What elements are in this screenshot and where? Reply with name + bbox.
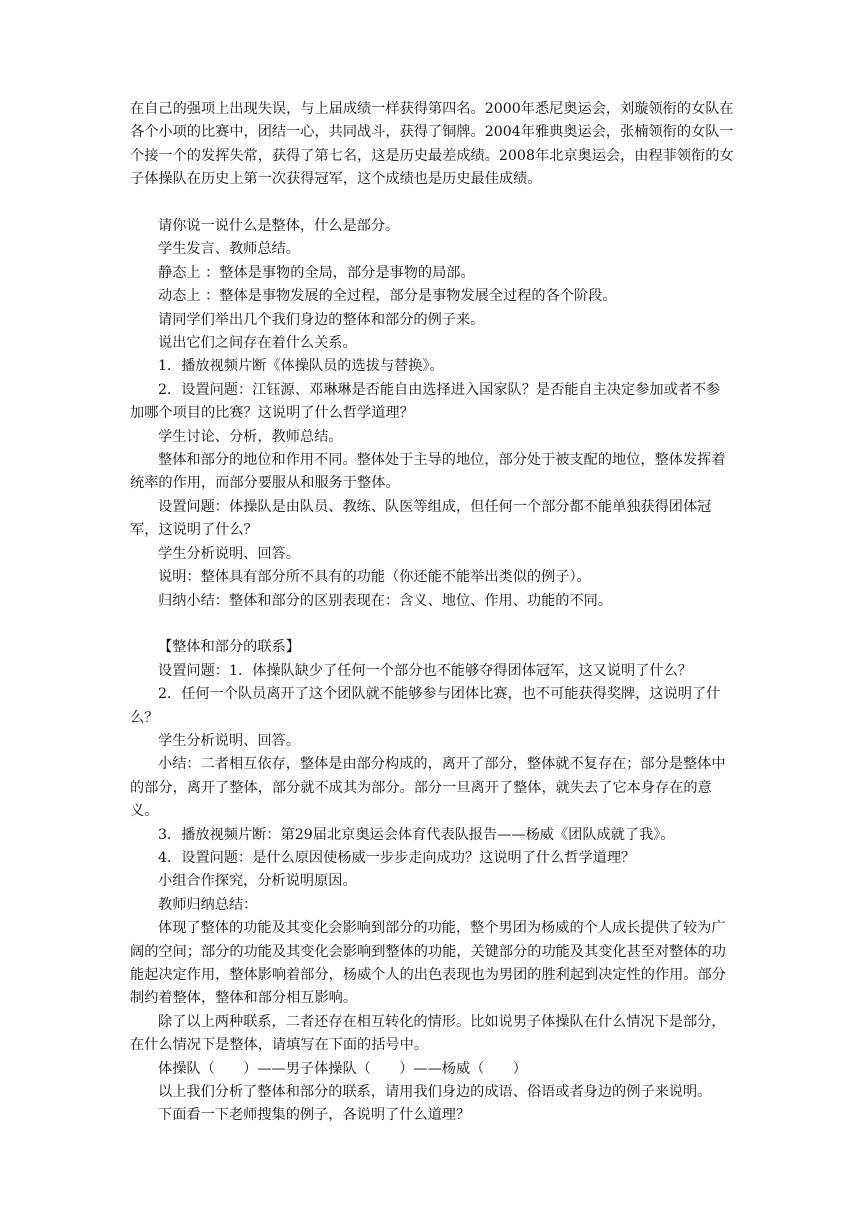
paragraph: 下面看一下老师搜集的例子，各说明了什么道理？: [158, 1107, 471, 1124]
paragraph: 设置问题：体操队是由队员、教练、队医等组成，但任何一个部分都不能单独获得团体冠军，这说明了什么？: [130, 498, 712, 539]
paragraph: 整体和部分的地位和作用不同。整体处于主导的地位，部分处于被支配的地位，整体发挥着统率的作用，而部分要服从和服务于整体。: [130, 452, 726, 492]
paragraph: 请你说一说什么是整体，什么是部分。: [158, 218, 400, 235]
paragraph: 小组合作探究，分析说明原因。: [158, 873, 357, 890]
paragraph: 以上我们分析了整体和部分的联系，请用我们身边的成语、俗语或者身边的例子来说明。: [158, 1084, 712, 1101]
paragraph: 小结：二者相互依存，整体是由部分构成的，离开了部分，整体就不复存在；部分是整体中的部分，离开了整体，部分就不成其为部分。部分一旦离开了整体，就失去了它本身存在的意义。: [130, 756, 726, 820]
paragraph: 1．播放视频片断《体操队员的选拔与替换》。: [158, 358, 444, 375]
paragraph: 设置问题：1．体操队缺少了任何一个部分也不能够夺得团体冠军，这又说明了什么？: [158, 662, 692, 679]
paragraph: 说明：整体具有部分所不具有的功能（你还能不能举出类似的例子）。: [158, 569, 591, 586]
paragraph: 4．设置问题：是什么原因使杨威一步步走向成功？这说明了什么哲学道理？: [158, 849, 636, 866]
blank-line: [130, 613, 734, 636]
paragraph: 学生分析说明、回答。: [158, 732, 300, 749]
paragraph: 说出它们之间存在着什么关系。: [158, 335, 357, 352]
paragraph: 教师归纳总结：: [158, 896, 258, 913]
blank-line: [130, 192, 734, 215]
paragraph: 除了以上两种联系，二者还存在相互转化的情形。比如说男子体操队在什么情况下是部分，在什么情况下是整体，请填写在下面的括号中。: [130, 1013, 726, 1054]
paragraph: 3．播放视频片断：第29届北京奥运会体育代表队报告——杨威《团队成就了我》。: [158, 826, 675, 843]
paragraph: 2．任何一个队员离开了这个团队就不能够参与团体比赛，也不可能获得奖牌，这说明了什么？: [130, 686, 721, 726]
paragraph: 体操队（ ）——男子体操队（ ）——杨威（ ）: [158, 1060, 527, 1077]
paragraph: 学生分析说明、回答。: [158, 545, 300, 562]
paragraph: 体现了整体的功能及其变化会影响到部分的功能，整个男团为杨威的个人成长提供了较为广阔的空间；部分的功能及其变化会影响到整体的功能，关键部分的功能及其变化甚至对整体的功能起决定作用，整体影响着部分，杨威个人的出色表现也为男团的胜利起到决定性的作用。部分制约着整体，整体和部分相互影响。: [130, 920, 726, 1007]
paragraph: 请同学们举出几个我们身边的整体和部分的例子来。: [158, 311, 485, 328]
paragraph: 2．设置问题：江钰源、邓琳琳是否能自由选择进入国家队？是否能自主决定参加或者不参加哪个项目的比赛？这说明了什么哲学道理？: [130, 381, 721, 422]
document-page: [130, 98, 734, 1128]
paragraph: 学生发言、教师总结。: [158, 241, 300, 258]
section-heading: 【整体和部分的联系】: [158, 639, 300, 656]
paragraph: 动态上 ：整体是事物发展的全过程，部分是事物发展全过程的各个阶段。: [158, 288, 617, 305]
paragraph: 在自己的强项上出现失误，与上届成绩一样获得第四名。2000年悉尼奥运会，刘璇领衔的女队在各个小项的比赛中，团结一心，共同战斗，获得了铜牌。2004年雅典奥运会，张楠领衔的女队一个接一个的发挥失常，获得了第七名，这是历史最差成绩。2008年北京奥运会，由程菲领衔的女子体操队在历史上第一次获得冠军，这个成绩也是历史最佳成绩。: [130, 101, 734, 188]
paragraph: 静态上 ：整体是事物的全局，部分是事物的局部。: [158, 264, 475, 281]
paragraph: 学生讨论、分析，教师总结。: [158, 428, 343, 445]
paragraph: 归纳小结：整体和部分的区别表现在：含义、地位、作用、功能的不同。: [158, 592, 613, 609]
